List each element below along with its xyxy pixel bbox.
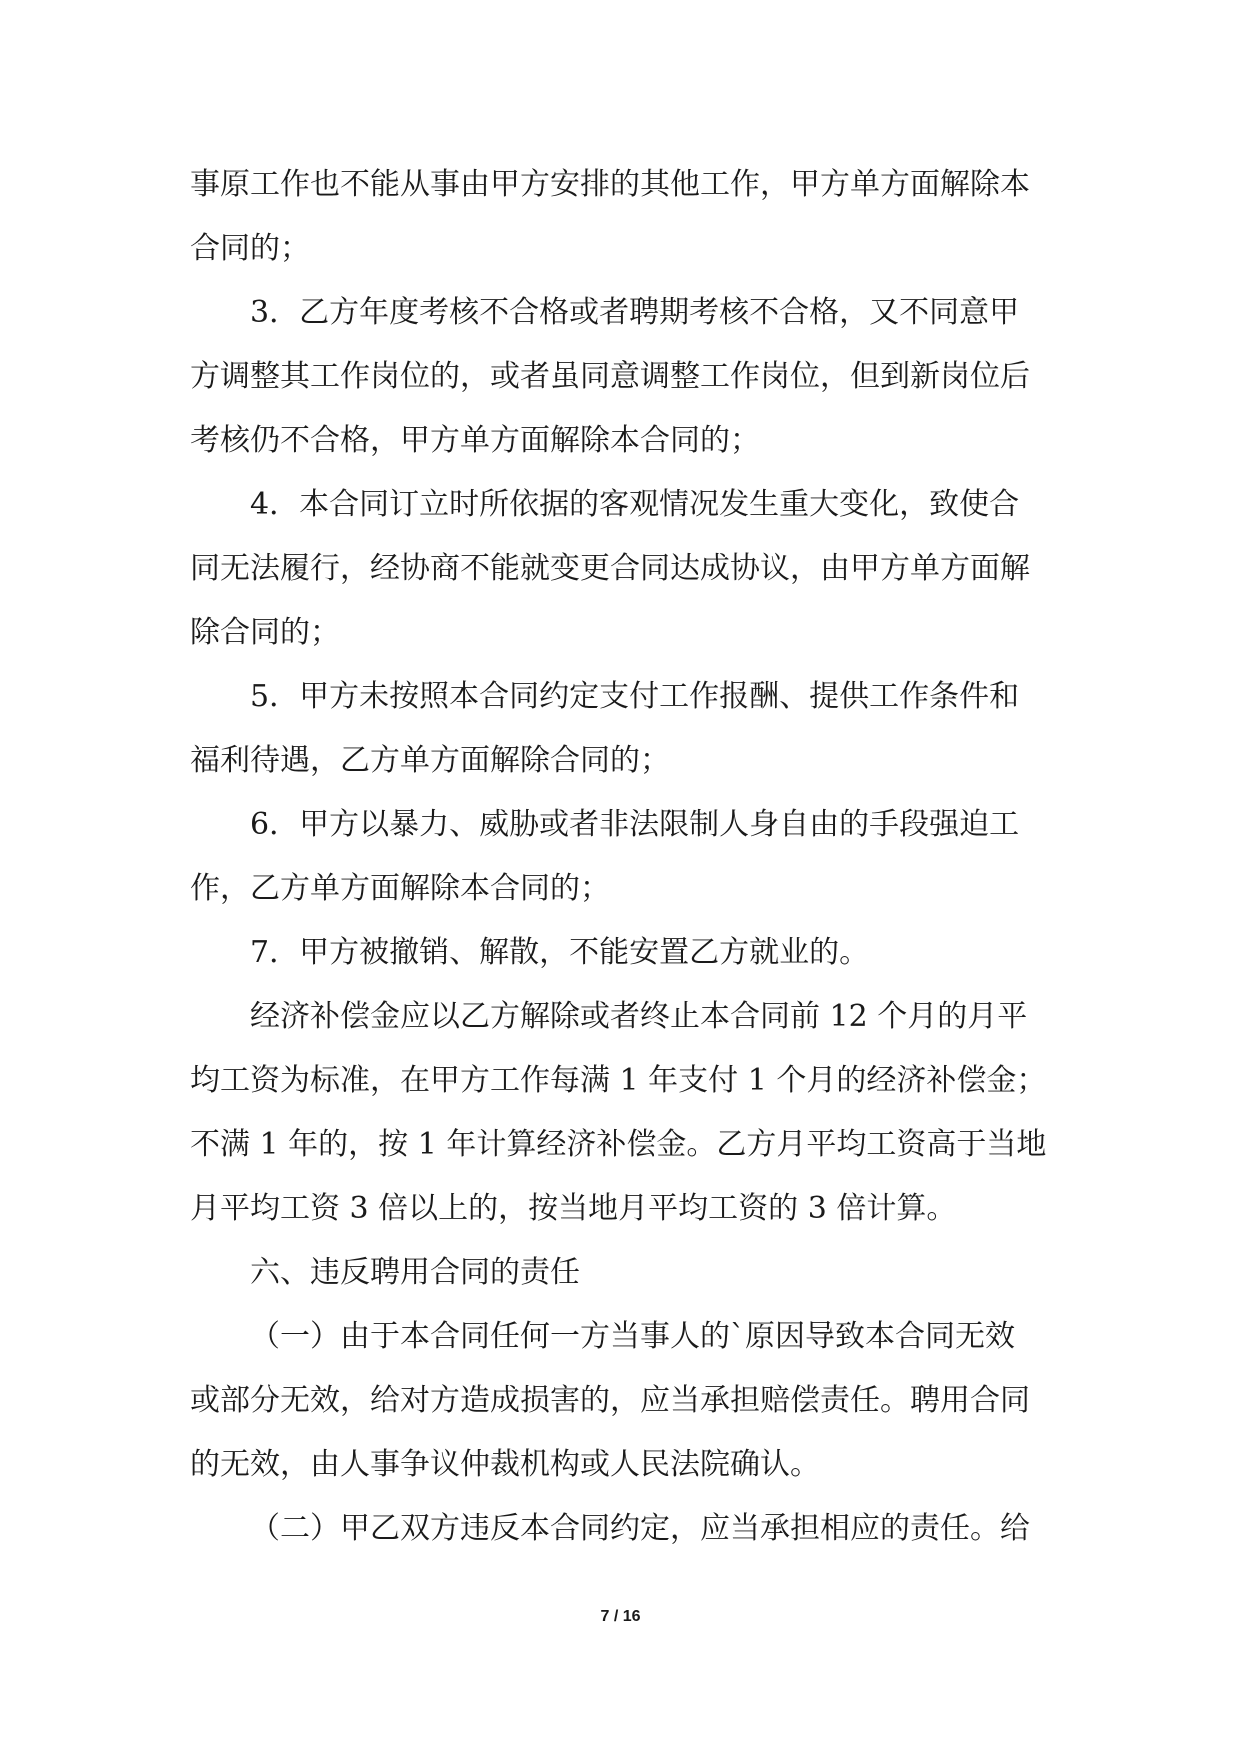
body-text-line: 同无法履行，经协商不能就变更合同达成协议，由甲方单方面解 <box>190 551 1030 586</box>
body-text-line: 作，乙方单方面解除本合同的； <box>190 871 610 906</box>
body-text-line: 月平均工资 3 倍以上的，按当地月平均工资的 3 倍计算。 <box>190 1191 957 1226</box>
body-text-line: （一）由于本合同任何一方当事人的`原因导致本合同无效 <box>250 1319 1015 1354</box>
body-text-line: 事原工作也不能从事由甲方安排的其他工作，甲方单方面解除本 <box>190 167 1030 202</box>
page-number: 7 / 16 <box>600 1608 641 1625</box>
body-text-line: 合同的； <box>190 231 310 266</box>
body-text-line: 7．甲方被撤销、解散，不能安置乙方就业的。 <box>250 935 870 970</box>
body-text-line: 方调整其工作岗位的，或者虽同意调整工作岗位，但到新岗位后 <box>190 359 1030 394</box>
body-text-line: 3．乙方年度考核不合格或者聘期考核不合格，又不同意甲 <box>250 295 1020 330</box>
body-text-line: 4．本合同订立时所依据的客观情况发生重大变化，致使合 <box>250 487 1020 522</box>
body-text-line: 福利待遇，乙方单方面解除合同的； <box>190 743 670 778</box>
body-text-line: 除合同的； <box>190 615 340 650</box>
body-text-line: 6．甲方以暴力、威胁或者非法限制人身自由的手段强迫工 <box>250 807 1020 842</box>
body-text-line: 经济补偿金应以乙方解除或者终止本合同前 12 个月的月平 <box>250 999 1028 1034</box>
body-text-line: 的无效，由人事争议仲裁机构或人民法院确认。 <box>190 1447 820 1482</box>
body-text-line: 考核仍不合格，甲方单方面解除本合同的； <box>190 423 760 458</box>
body-text-line: 均工资为标准，在甲方工作每满 1 年支付 1 个月的经济补偿金； <box>190 1063 1047 1098</box>
body-text-line: （二）甲乙双方违反本合同约定，应当承担相应的责任。给 <box>250 1511 1030 1546</box>
body-text-line: 或部分无效，给对方造成损害的，应当承担赔偿责任。聘用合同 <box>190 1383 1030 1418</box>
body-text-line: 不满 1 年的，按 1 年计算经济补偿金。乙方月平均工资高于当地 <box>190 1127 1047 1162</box>
section-heading: 六、违反聘用合同的责任 <box>250 1255 580 1290</box>
body-text-line: 5．甲方未按照本合同约定支付工作报酬、提供工作条件和 <box>250 679 1020 714</box>
